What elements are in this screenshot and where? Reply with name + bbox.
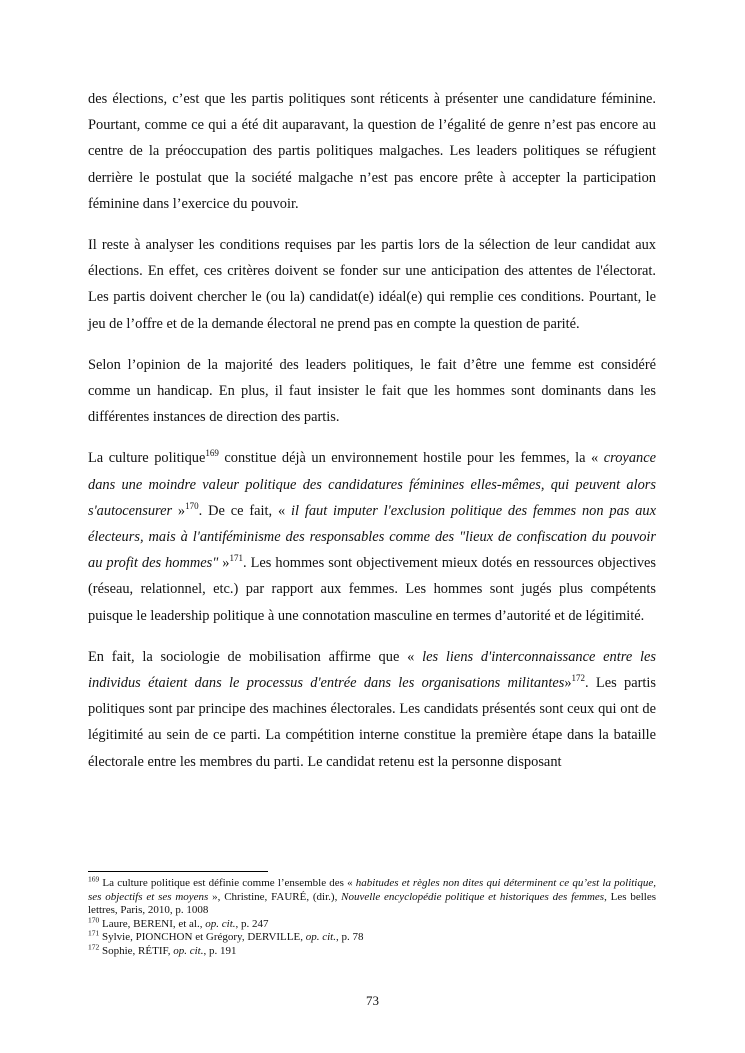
text-run: Sophie, RÉTIF, xyxy=(99,944,174,957)
text-run: La culture politique est définie comme l’ensemble des « xyxy=(99,877,356,889)
footnotes xyxy=(88,874,657,959)
footnote-reference: 172 xyxy=(571,673,586,684)
text-run: , p. 247 xyxy=(235,917,269,930)
text-run: constitue déjà un environnement hostile pour les femmes, la « xyxy=(218,450,604,467)
text-run: , Les belles lettres, Paris, 2010, p. 1008 xyxy=(88,890,657,917)
text-run: Laure, BERENI, et al., xyxy=(99,917,206,930)
text-run: des élections, c’est que les partis politiques sont réticents à présenter une candidature féminine. Pourtant, comme ce qui a été dit auparavant, la question de l’égalité de genre n’est pas encore au centre de la préoccupation des partis politiques malgaches. Les leaders politiques se réfugient derrière le postulat que la société malgache n’est pas encore prête à accepter la participation féminine dans l’exercice du pouvoir. xyxy=(88,91,656,212)
paragraph xyxy=(88,644,656,775)
footnote-reference: 171 xyxy=(88,928,100,938)
text-run: , p. 78 xyxy=(335,931,364,944)
italic-text: op. cit. xyxy=(173,944,204,957)
text-run: . De ce fait, « xyxy=(198,502,291,519)
italic-text: op. cit. xyxy=(205,917,236,930)
footnote-separator xyxy=(88,871,268,872)
text-run: En fait, la sociologie de mobilisation affirme que « xyxy=(88,648,423,665)
paragraph xyxy=(88,445,656,628)
footnote-reference: 170 xyxy=(88,915,100,925)
text-run: Il reste à analyser les conditions requises par les partis lors de la sélection de leur candidat aux élections. En effet, ces critères doivent se fonder sur une anticipation des attentes de l'électorat. Les partis doivent chercher le (ou la) candidat(e) idéal(e) qui remplie ces conditions. Pourtant, le jeu de l’offre et de la demande électoral ne prend pas en compte la question de parité. xyxy=(88,237,656,332)
text-run: . Les hommes sont objectivement mieux dotés en ressources objectives (réseau, relationnel, etc.) par rapport aux femmes. Les hommes sont jugés plus compétents puisque le leadership politique à une connotation masculine en termes d’autorité et de légitimité. xyxy=(88,555,656,624)
footnote-reference: 172 xyxy=(88,942,100,952)
text-run: Sylvie, PIONCHON et Grégory, DERVILLE, xyxy=(99,931,306,944)
document-body xyxy=(88,86,656,790)
text-run: », Christine, FAURÉ, (dir.), xyxy=(208,890,342,903)
page-number: 73 xyxy=(366,993,379,1008)
footnote-reference: 171 xyxy=(229,553,243,564)
footnote xyxy=(88,915,656,932)
italic-text: Nouvelle encyclopédie politique et historiques des femmes xyxy=(341,890,605,903)
text-run: . Les partis politiques sont par principe des machines électorales. Les candidats présentés sont ceux qui ont de légitimité au sein de ce parti. La compétition interne constitue la première étape dans la bataille électorale entre les membres du parti. Le candidat retenu est la personne disposant xyxy=(88,675,656,770)
footnote xyxy=(88,874,657,918)
italic-text: les liens d'interconnaissance entre les individus étaient dans le processus d'entrée dans les organisations militantes xyxy=(88,648,656,692)
footnote-reference: 169 xyxy=(88,874,100,884)
footnote-reference: 169 xyxy=(205,448,219,459)
footnote xyxy=(88,928,656,945)
text-run: » xyxy=(564,675,572,692)
text-run: La culture politique xyxy=(88,450,206,467)
paragraph xyxy=(88,352,656,431)
footnote xyxy=(88,942,656,959)
paragraph xyxy=(88,232,656,337)
paragraph xyxy=(88,86,656,217)
text-run: » xyxy=(218,555,230,572)
italic-text: op. cit. xyxy=(305,931,336,944)
italic-text: croyance dans une moindre valeur politique des candidatures féminines elles-mêmes, qui peuvent alors s'autocensurer xyxy=(88,450,656,519)
footnote-reference: 170 xyxy=(185,501,199,512)
text-run: » xyxy=(172,502,186,519)
italic-text: habitudes et règles non dites qui déterminent ce qu’est la politique, ses objectifs et ses moyens xyxy=(88,877,656,903)
text-run: , p. 191 xyxy=(203,944,237,957)
text-run: Selon l’opinion de la majorité des leaders politiques, le fait d’être une femme est considéré comme un handicap. En plus, il faut insister le fait que les hommes sont dominants dans les différentes instances de direction des partis. xyxy=(88,356,656,426)
italic-text: il faut imputer l'exclusion politique des femmes non pas aux électeurs, mais à l'antiféminisme des responsables comme des "lieux de confiscation du pouvoir au profit des hommes" xyxy=(88,502,657,572)
